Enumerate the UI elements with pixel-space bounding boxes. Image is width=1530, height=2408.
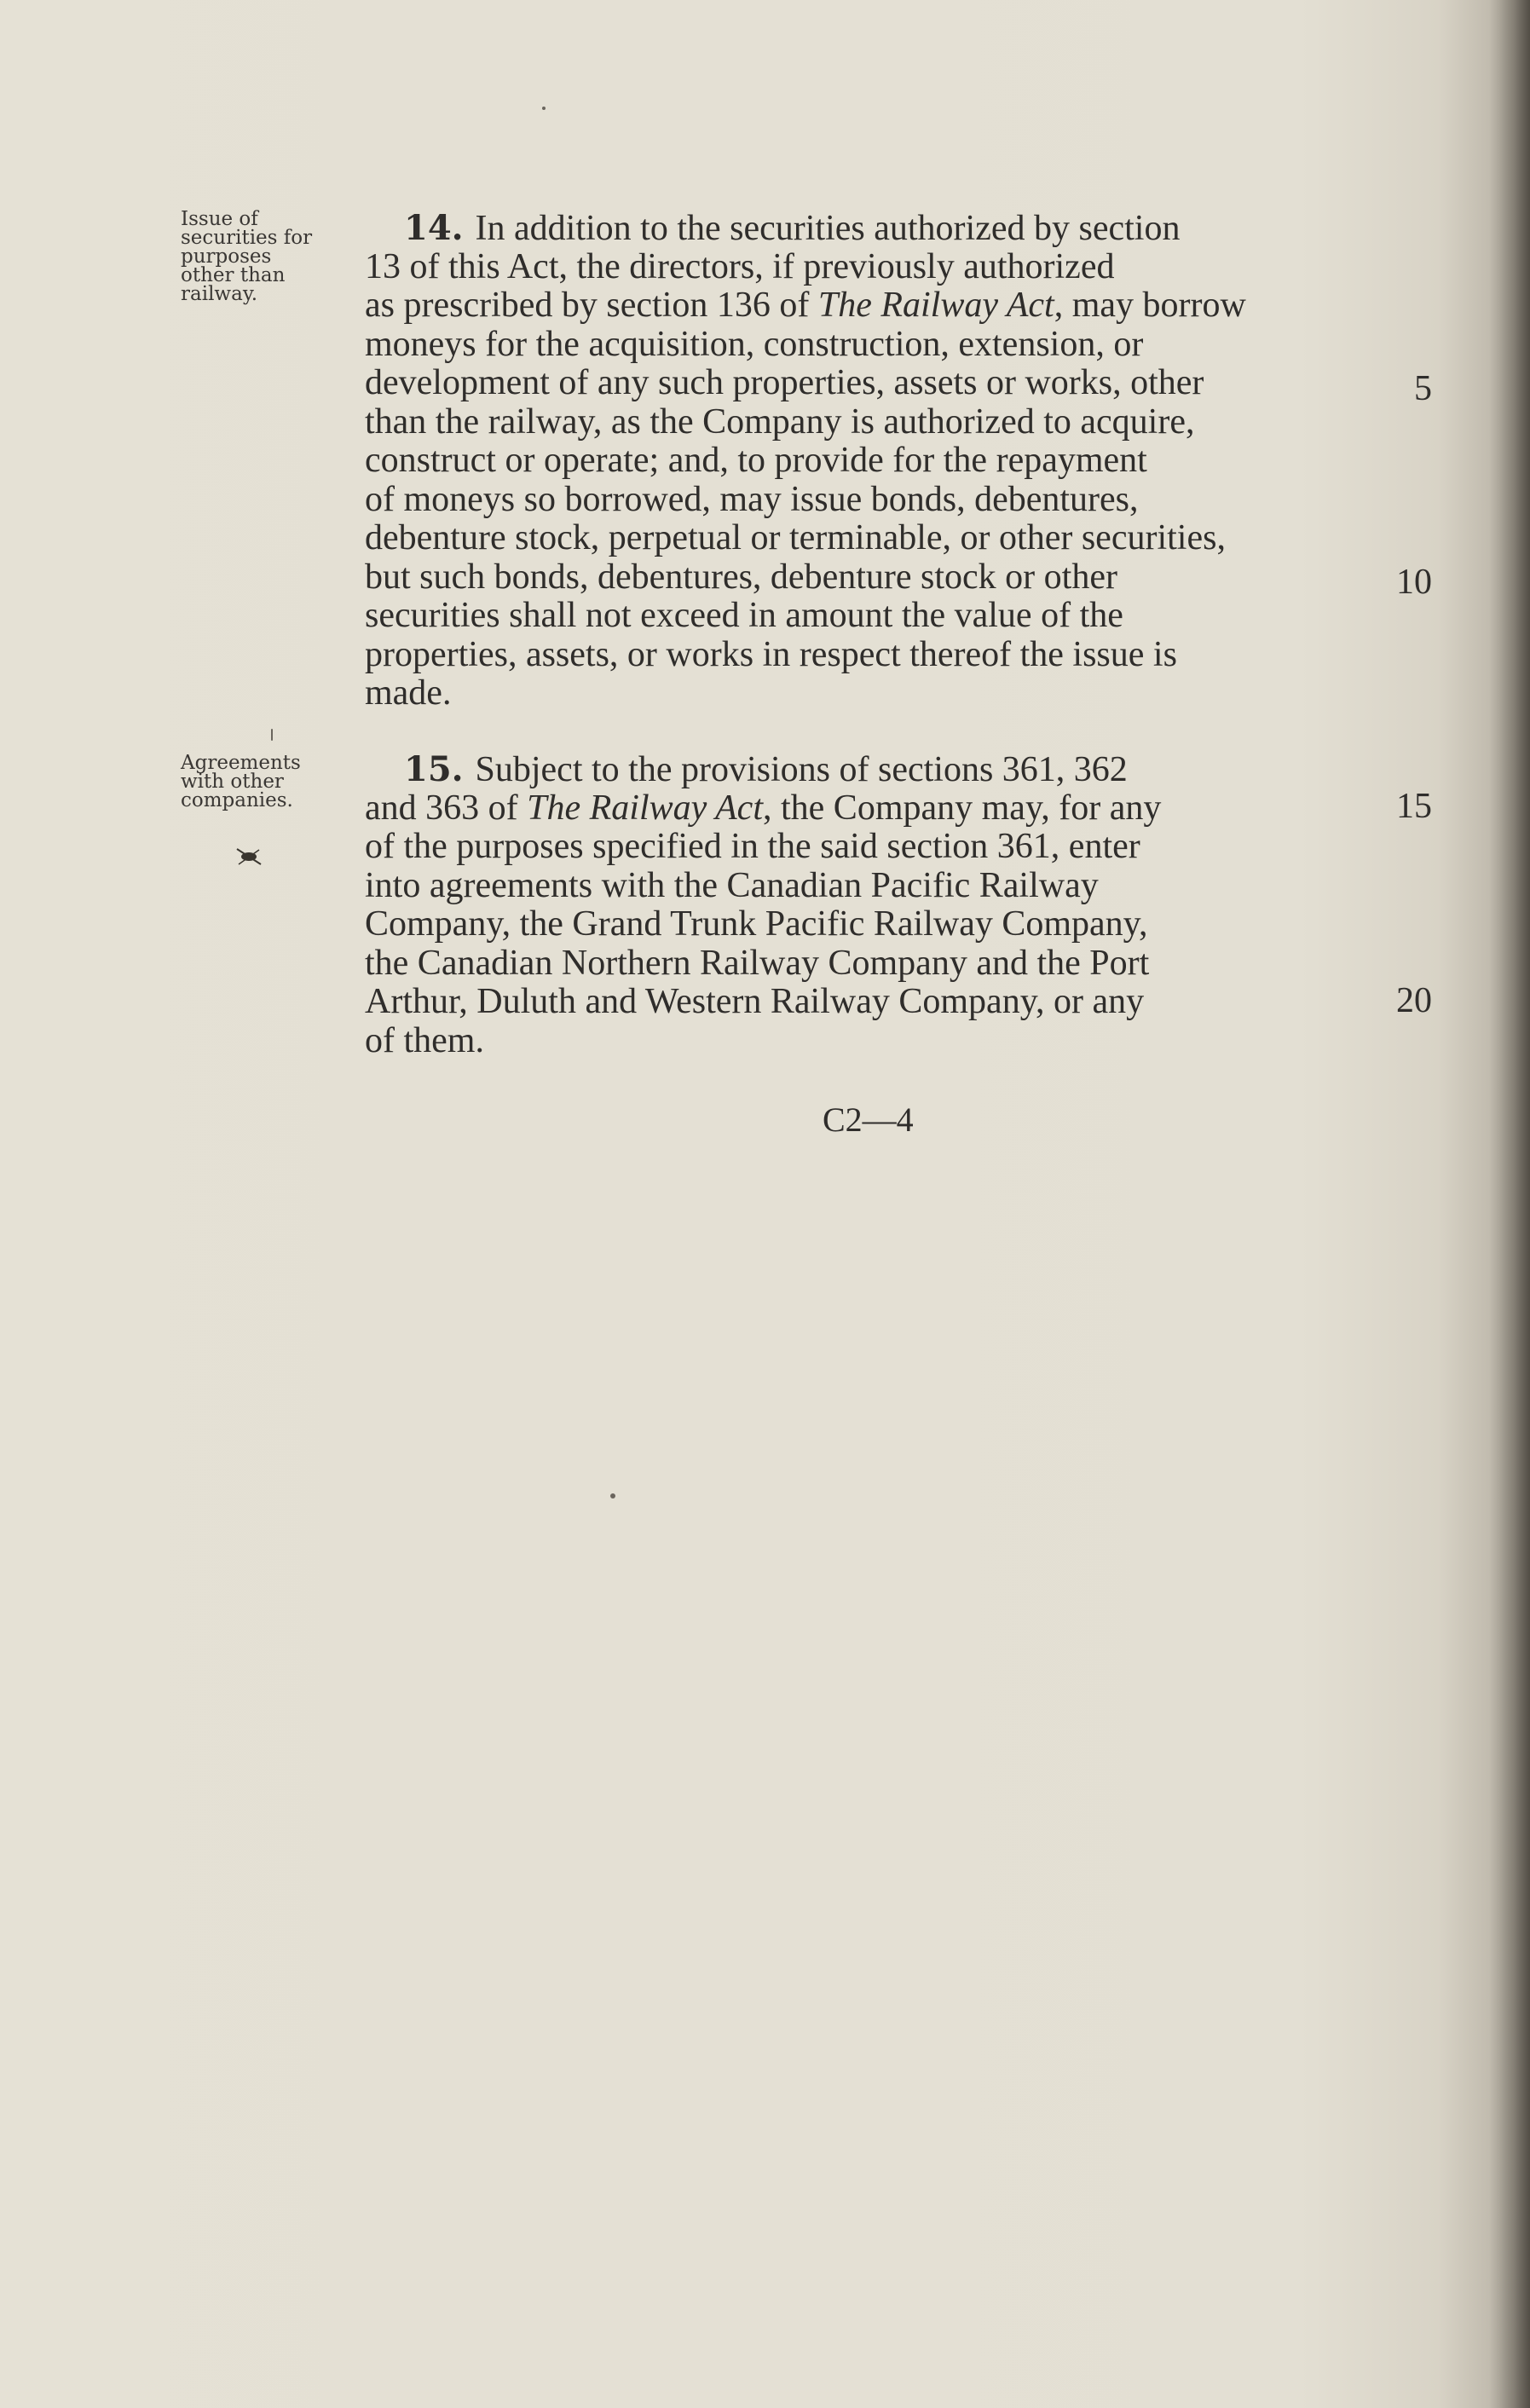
text-line: [365, 364, 1379, 403]
text-run: into agreements with the Canadian Pacific Railway: [365, 865, 1099, 905]
margin-note-line: purposes: [181, 245, 272, 268]
text-line: [365, 403, 1379, 442]
section-number: 14.: [404, 208, 476, 248]
section-14-body: [365, 209, 1379, 713]
insect-speck-icon: [230, 844, 268, 869]
margin-note-line: railway.: [181, 283, 258, 305]
text-run: the Canadian Northern Railway Company and the Port: [365, 943, 1150, 983]
italic-act-title: The Railway Act: [527, 788, 763, 828]
text-run: of them.: [365, 1020, 484, 1060]
margin-note-line: companies.: [181, 789, 293, 811]
margin-note-line: Issue of: [181, 208, 258, 230]
text-line: [365, 481, 1379, 520]
text-line: [365, 558, 1379, 598]
text-line: [365, 519, 1379, 558]
text-run: Arthur, Duluth and Western Railway Company, or any: [365, 982, 1145, 1021]
text-line: [365, 828, 1379, 867]
italic-act-title: The Railway Act: [817, 286, 1054, 325]
text-run: Company, the Grand Trunk Pacific Railway Company,: [365, 904, 1148, 944]
text-line: [365, 750, 1379, 789]
margin-note-14: [181, 210, 351, 303]
text-run: Subject to the provisions of sections 361, 362: [475, 750, 1128, 789]
margin-note-line: securities for: [181, 227, 313, 249]
margin-note-line: other than: [181, 264, 286, 286]
text-run: made.: [365, 673, 452, 713]
line-number-5: 5: [1414, 369, 1432, 408]
text-line: [365, 326, 1379, 365]
text-run: , may borrow: [1054, 286, 1246, 325]
text-run: securities shall not exceed in amount the value of the: [365, 596, 1123, 635]
page-footer: C2—4: [823, 1100, 914, 1139]
text-run: of the purposes specified in the said section 361, enter: [365, 827, 1140, 866]
text-run: than the railway, as the Company is authorized to acquire,: [365, 401, 1195, 442]
margin-note-15: [181, 754, 351, 810]
text-line: [365, 1022, 1379, 1061]
text-run: construct or operate; and, to provide for the repayment: [365, 441, 1147, 480]
text-line: [365, 983, 1379, 1022]
text-line: [365, 789, 1379, 829]
ink-speck: [610, 1493, 615, 1499]
text-line: [365, 286, 1379, 326]
section-15-body: [365, 750, 1379, 1060]
page-edge-shadow: [1489, 0, 1530, 2408]
text-run: development of any such properties, assets or works, other: [365, 363, 1204, 402]
text-line: [365, 636, 1379, 675]
margin-note-line: with other: [181, 771, 284, 793]
text-line: [365, 209, 1379, 248]
margin-note-line: Agreements: [181, 752, 301, 774]
text-line: [365, 867, 1379, 906]
text-run: , the Company may, for any: [763, 788, 1162, 828]
text-run: debenture stock, perpetual or terminable, or other securities,: [365, 518, 1226, 557]
text-run: 13 of this Act, the directors, if previously authorized: [365, 246, 1115, 286]
line-number-10: 10: [1396, 563, 1432, 602]
text-run: In addition to the securities authorized by section: [475, 209, 1181, 248]
text-run: but such bonds, debentures, debenture stock or other: [365, 557, 1117, 597]
line-number-20: 20: [1396, 981, 1432, 1020]
section-number: 15.: [404, 749, 476, 789]
text-run: moneys for the acquisition, construction, extension, or: [365, 324, 1144, 364]
ink-speck: [542, 107, 546, 110]
text-run: of moneys so borrowed, may issue bonds, debentures,: [365, 479, 1139, 519]
ink-speck: [271, 729, 273, 741]
text-line: [365, 905, 1379, 944]
text-line: [365, 248, 1379, 287]
line-number-15: 15: [1396, 787, 1432, 826]
text-run: properties, assets, or works in respect thereof the issue is: [365, 634, 1177, 674]
text-run: and 363 of: [365, 788, 528, 828]
text-line: [365, 674, 1379, 713]
text-run: as prescribed by section 136 of: [365, 286, 818, 325]
text-line: [365, 442, 1379, 481]
text-line: [365, 944, 1379, 984]
text-line: [365, 597, 1379, 636]
